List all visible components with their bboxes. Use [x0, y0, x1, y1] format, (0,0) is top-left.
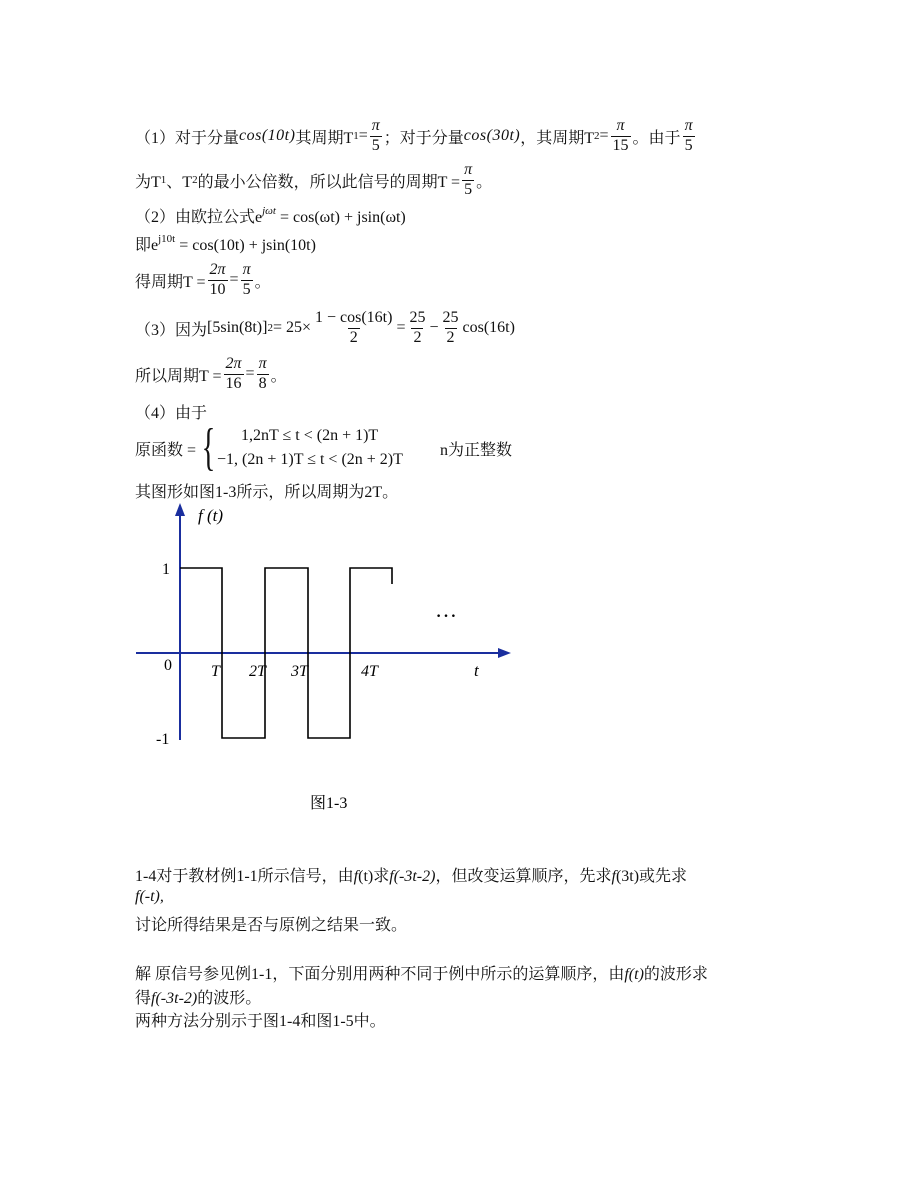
x-tick-2T: 2T	[249, 663, 266, 680]
y-label: f (t)	[198, 506, 224, 525]
fraction-2pi-10: $\frac{2\pi}{10}$	[209, 260, 226, 298]
problem-1-4-line2: f(-t),	[135, 888, 164, 905]
solution-line1: 解 原信号参见例1-1，下面分别用两种不同于例中所示的运算顺序，由f(t)的波形求	[135, 966, 708, 983]
line-part4c: 其图形如图1-3所示，所以周期为2T。	[135, 484, 399, 501]
x-tick-3T: 3T	[291, 663, 308, 680]
text: 其周期T	[295, 129, 354, 147]
fraction-25-2b: $\frac{25}{2}$	[442, 308, 459, 346]
line-part3: （3）因为 [5sin(8t)] 2 = 25× $\frac{1 - \cos(16t)}{2}$ = $\frac{25}{2}$ − $\frac{25}{2}$ cos(16t)	[135, 308, 515, 346]
fraction-pi-5d: $\frac{\pi}{5}$	[242, 260, 251, 298]
fraction-pi-5: $\frac{\pi}{5}$	[371, 116, 380, 154]
x-label: t	[474, 661, 479, 680]
y-tick-neg-one: -1	[156, 731, 170, 748]
text: 。由于	[632, 129, 681, 147]
figure-caption: 图1-3	[310, 795, 348, 812]
x-axis-arrow	[498, 648, 511, 658]
text: ；对于分量	[383, 129, 464, 147]
math-cos10t: cos(10t)	[239, 127, 296, 144]
text: =	[599, 127, 609, 144]
text: （1）对于分量	[135, 129, 240, 147]
fraction-25-2a: $\frac{25}{2}$	[409, 308, 426, 346]
line-part1b: 为T 1 、T 2 的最小公倍数，所以此信号的周期T = $\frac{\pi}{5}$ 。	[135, 160, 493, 198]
line-part2: （2）由欧拉公式$e^{j\omega t} = \cos(\omega t) + jsin(\omega t)$	[135, 205, 406, 226]
fraction-2pi-16: $\frac{2\pi}{16}$	[225, 354, 242, 392]
ellipsis: …	[435, 597, 457, 622]
piecewise-definition: 原函数 = { 1,2nT ≤ t < (2n + 1)T −1, (2n + 1)T ≤ t < (2n + 2)T	[135, 419, 403, 476]
problem-1-4-line1: 1-4对于教材例1-1所示信号，由f(t)求f(-3t-2)，但改变运算顺序，先求f(3t)或先求	[135, 868, 688, 885]
math-cos30t: cos(30t)	[463, 127, 521, 144]
fraction-pi-5c: $\frac{\pi}{5}$	[464, 160, 473, 198]
solution-line2: 得f(-3t-2)的波形。	[135, 990, 262, 1007]
x-tick-4T: 4T	[361, 663, 378, 680]
fraction-pi-15: $\frac{\pi}{15}$	[612, 116, 629, 154]
fraction-pi-5b: $\frac{\pi}{5}$	[684, 116, 693, 154]
solution-line3: 两种方法分别示于图1-4和图1-5中。	[135, 1013, 386, 1030]
line-part3b: 所以周期T = $\frac{2\pi}{16}$ = $\frac{\pi}{8}$ 。	[135, 354, 287, 392]
line-part2b: 即$e^{j10t} = \cos(10t) + jsin(10t)$	[135, 233, 316, 254]
piecewise-note: n为正整数	[440, 442, 513, 459]
y-tick-one: 1	[162, 561, 170, 578]
line-part2c: 得周期T = $\frac{2\pi}{10}$ = $\frac{\pi}{5}$ 。	[135, 260, 271, 298]
subscript: 2	[594, 130, 600, 142]
text: ，其周期T	[520, 129, 595, 147]
y-tick-zero: 0	[164, 657, 172, 674]
fraction-pi-8: $\frac{\pi}{8}$	[258, 354, 267, 392]
problem-1-4-line3: 讨论所得结果是否与原例之结果一致。	[135, 917, 408, 934]
y-axis-arrow	[175, 503, 185, 516]
text: =	[358, 127, 368, 144]
line-part4: （4）由于	[135, 405, 208, 422]
subscript: 1	[353, 130, 359, 142]
fraction-1-cos16t: $\frac{1 - \cos(16t)}{2}$	[315, 308, 393, 346]
cases: 1,2nT ≤ t < (2n + 1)T −1, (2n + 1)T ≤ t < (2n + 2)T	[217, 427, 403, 468]
x-tick-T: T	[211, 663, 220, 680]
left-brace: {	[201, 419, 216, 476]
